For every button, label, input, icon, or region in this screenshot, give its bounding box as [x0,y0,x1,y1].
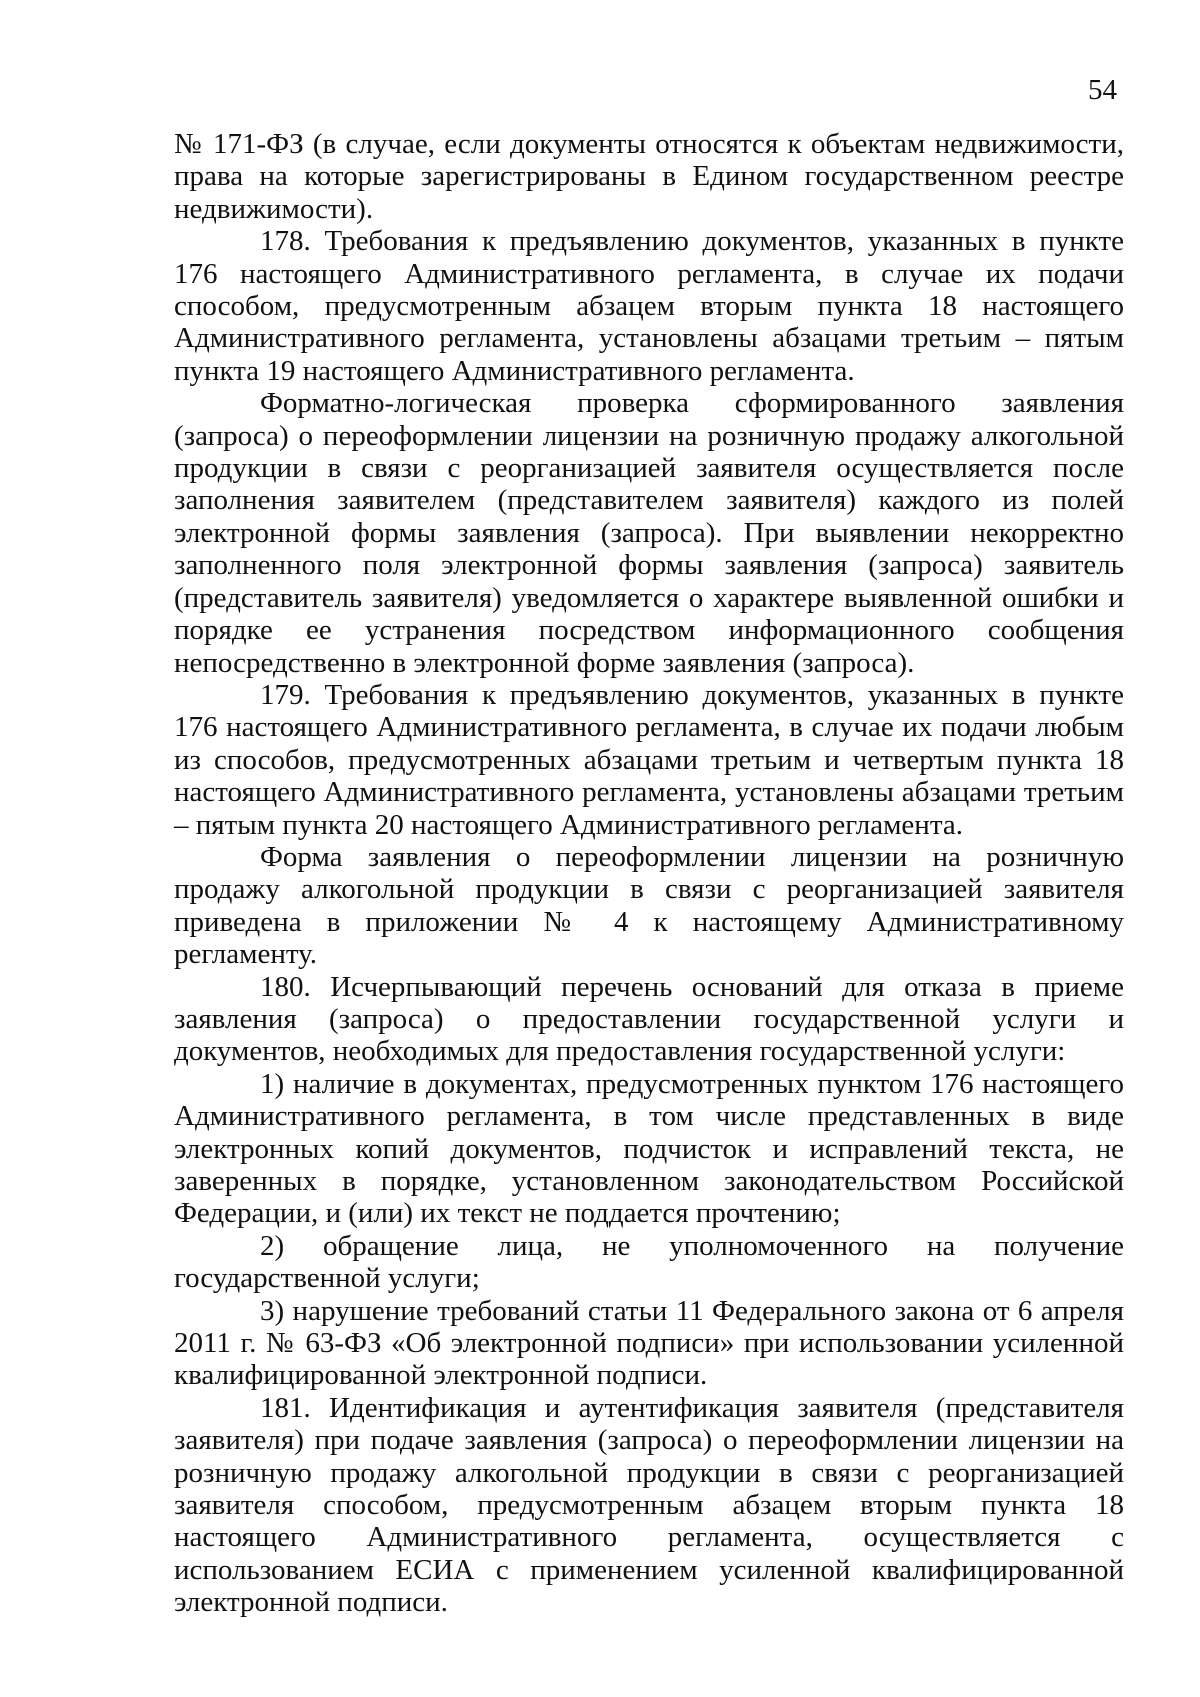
paragraph-item-178: 178. Требования к предъявлению документов, указанных в пункте 176 настоящего Административного регламента, в случае их подачи способом, предусмотренным абзацем вторым пункта 18 настоящего Административного регламента, установлены абзацами третьим – пятым пункта 19 настоящего Административного регламента. [174,225,1124,387]
paragraph-item-180: 180. Исчерпывающий перечень оснований для отказа в приеме заявления (запроса) о предоставлении государственной услуги и документов, необходимых для предоставления государственной услуги: [174,970,1124,1068]
paragraph-subitem-1: 1) наличие в документах, предусмотренных пунктом 176 настоящего Административного регламента, в том числе представленных в виде электронных копий документов, подчисток и исправлений текста, не заверенных в порядке, установленном законодательством Российской Федерации, и (или) их текст не поддается прочтению; [174,1067,1124,1230]
paragraph-subitem-2: 2) обращение лица, не уполномоченного на получение государственной услуги; [174,1229,1124,1295]
document-body [174,128,1124,1619]
paragraph-item-179: 179. Требования к предъявлению документов, указанных в пункте 176 настоящего Административного регламента, в случае их подачи любым из способов, предусмотренных абзацами третьим и четвертым пункта 18 настоящего Административного регламента, установлены абзацами третьим – пятым пункта 20 настоящего Административного регламента. [174,678,1124,841]
paragraph-format-logical-check: Форматно-логическая проверка сформированного заявления (запроса) о переоформлении лицензии на розничную продажу алкогольной продукции в связи с реорганизацией заявителя осуществляется после заполнения заявителем (представителем заявителя) каждого из полей электронной формы заявления (запроса). При выявлении некорректно заполненного поля электронной формы заявления (запроса) заявитель (представитель заявителя) уведомляется о характере выявленной ошибки и порядке ее устранения посредством информационного сообщения непосредственно в электронной форме заявления (запроса). [174,387,1124,679]
paragraph-item-181: 181. Идентификация и аутентификация заявителя (представителя заявителя) при подаче заявления (запроса) о переоформлении лицензии на розничную продажу алкогольной продукции в связи с реорганизацией заявителя способом, предусмотренным абзацем вторым пункта 18 настоящего Административного регламента, осуществляется с использованием ЕСИА с применением усиленной квалифицированной электронной подписи. [174,1391,1124,1619]
paragraph-subitem-3: 3) нарушение требований статьи 11 Федерального закона от 6 апреля 2011 г. № 63-ФЗ «Об электронной подписи» при использовании усиленной квалифицированной электронной подписи. [174,1294,1124,1392]
paragraph-continuation: № 171-ФЗ (в случае, если документы относятся к объектам недвижимости, права на которые зарегистрированы в Едином государственном реестре недвижимости). [174,128,1124,225]
page-number: 54 [1088,74,1117,106]
paragraph-application-form: Форма заявления о переоформлении лицензии на розничную продажу алкогольной продукции в связи с реорганизацией заявителя приведена в приложении № 4 к настоящему Административному регламенту. [174,840,1124,971]
